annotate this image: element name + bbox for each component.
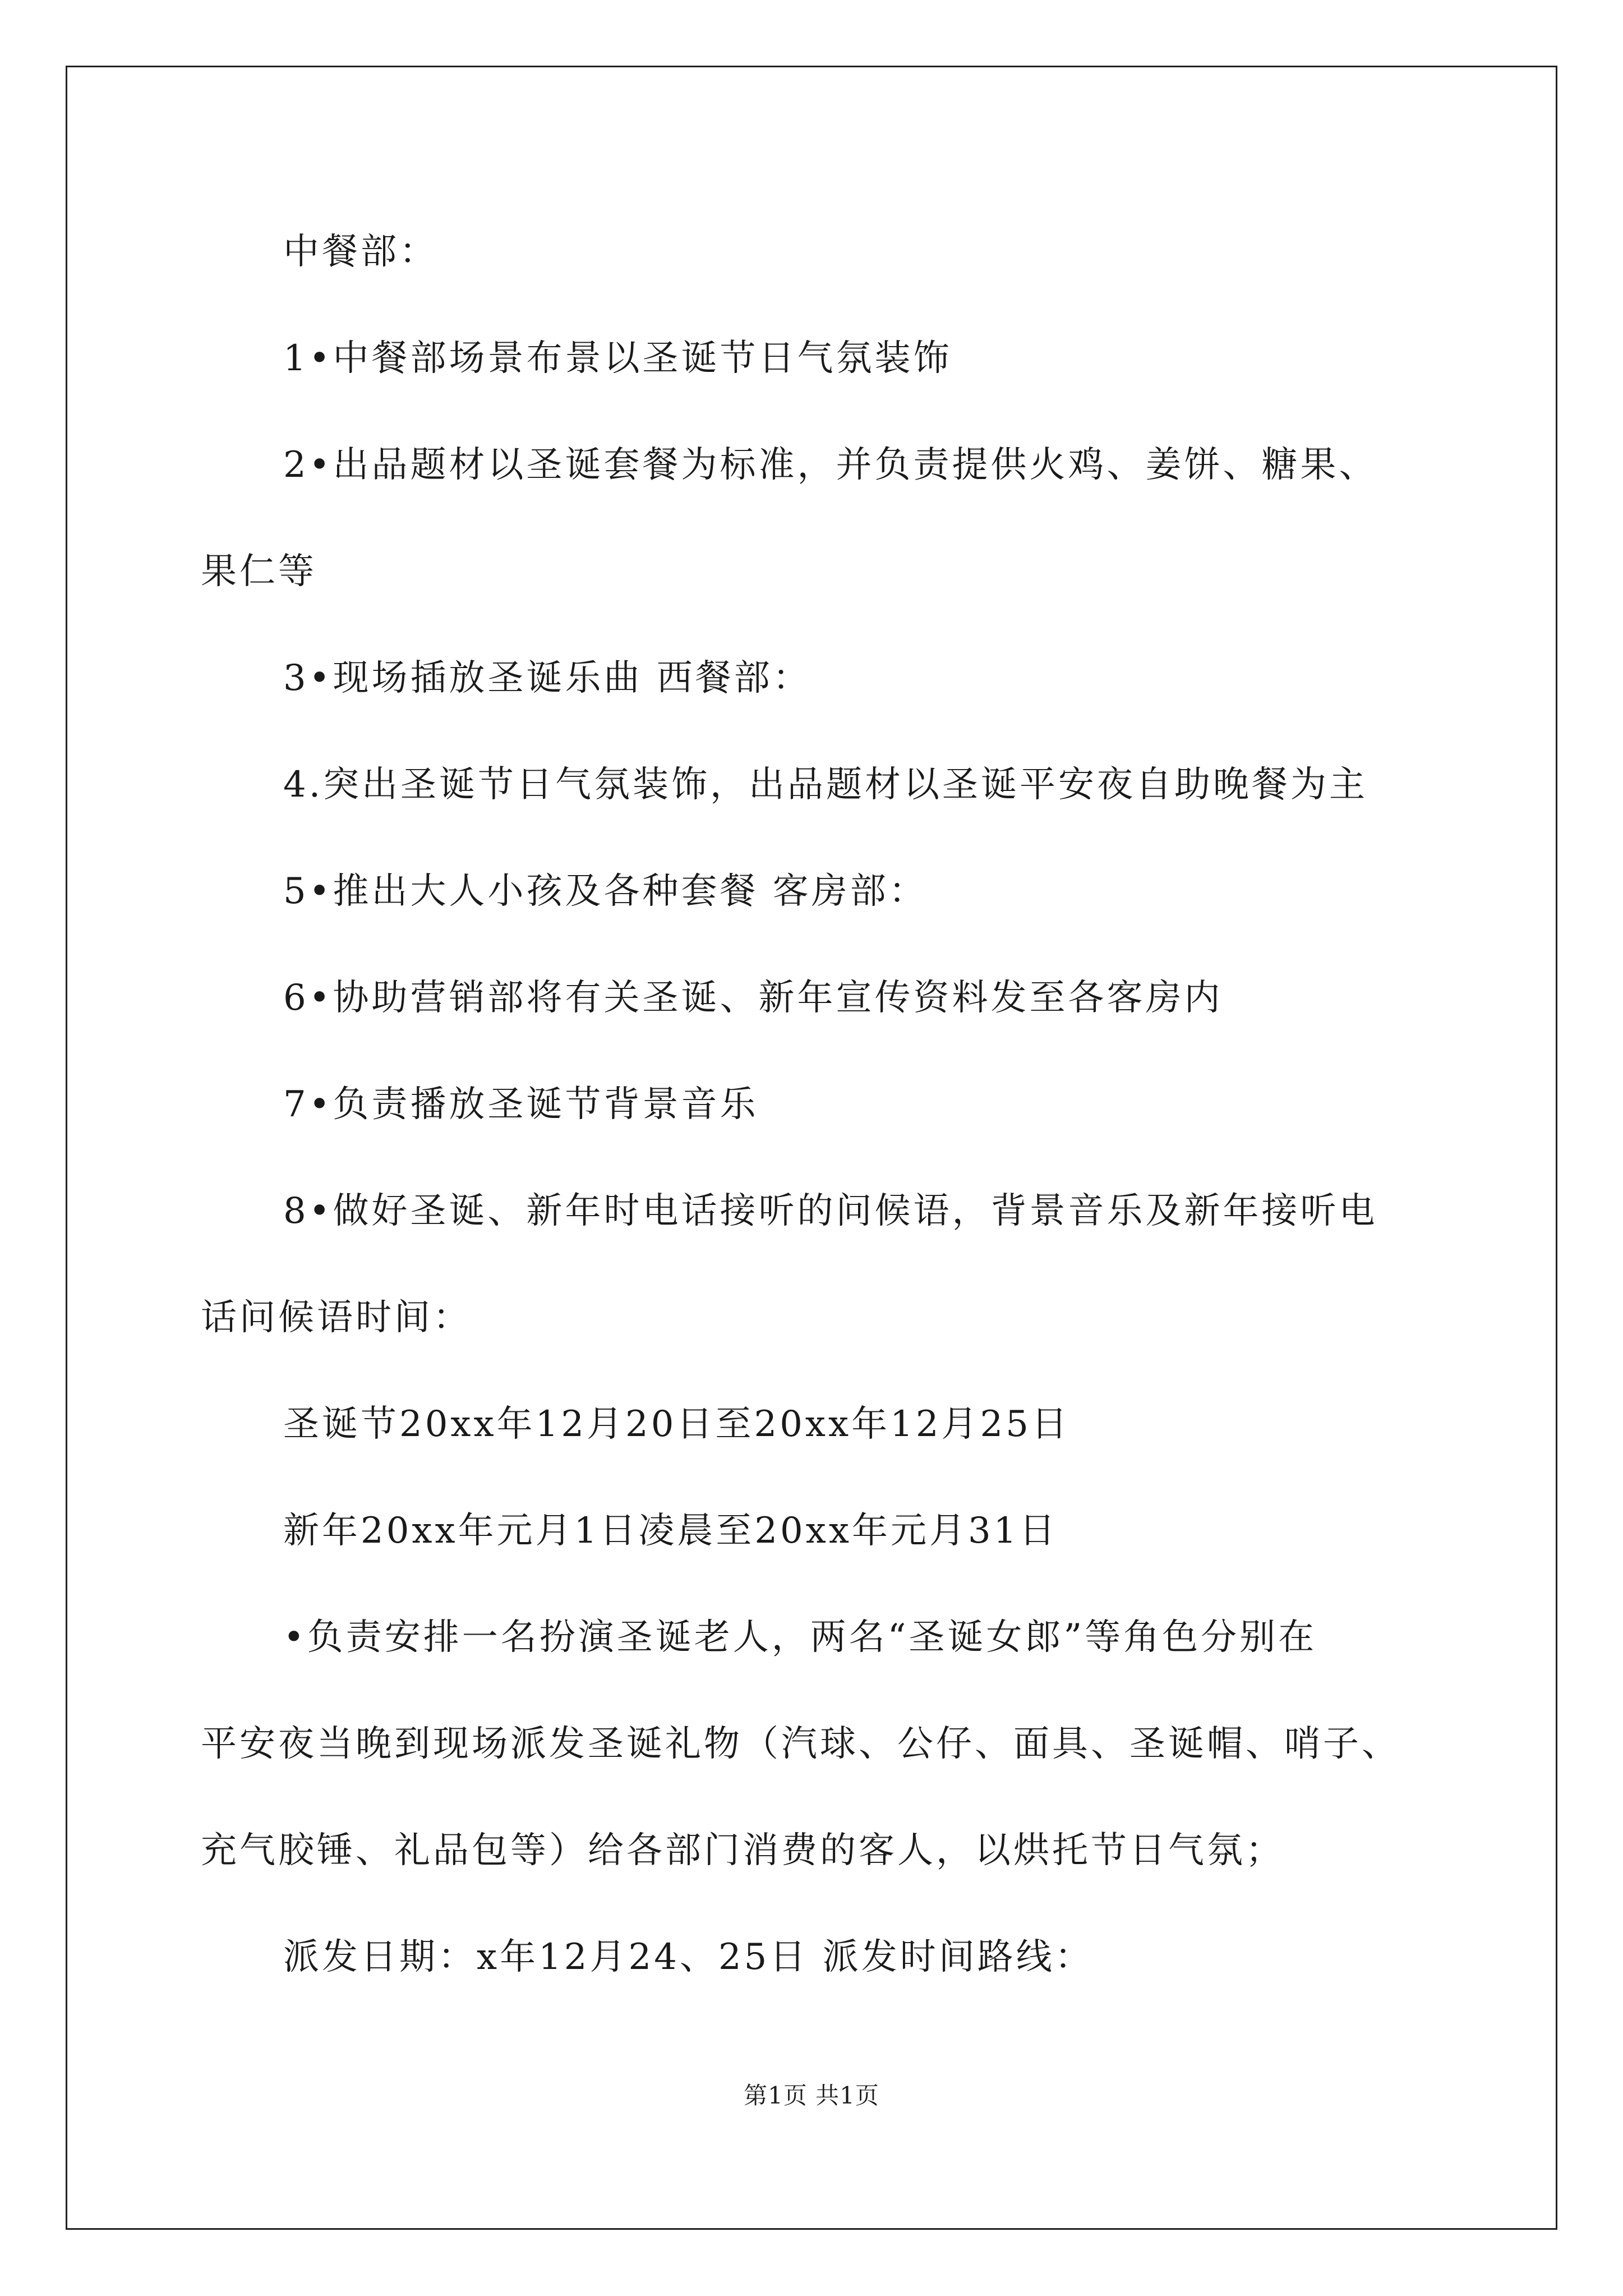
- paragraph-line: 圣诞节20xx年12月20日至20xx年12月25日: [283, 1404, 1070, 1445]
- paragraph-line: 4.突出圣诞节日气氛装饰，出品题材以圣诞平安夜自助晚餐为主: [283, 764, 1368, 806]
- paragraph-line: 1•中餐部场景布景以圣诞节日气氛装饰: [283, 338, 952, 379]
- paragraph-line: 话问候语时间：: [201, 1297, 472, 1338]
- paragraph-line: 7•负责播放圣诞节背景音乐: [283, 1084, 759, 1125]
- paragraph-line: 新年20xx年元月1日凌晨至20xx年元月31日: [283, 1510, 1058, 1552]
- paragraph-line: 2•出品题材以圣诞套餐为标准，并负责提供火鸡、姜饼、糖果、: [283, 444, 1378, 486]
- page-border: [66, 66, 1557, 2230]
- paragraph-line: 6•协助营销部将有关圣诞、新年宣传资料发至各客房内: [283, 977, 1223, 1019]
- paragraph-line: •负责安排一名扮演圣诞老人，两名“圣诞女郎”等角色分别在: [283, 1617, 1317, 1658]
- paragraph-line: 8•做好圣诞、新年时电话接听的问候语，背景音乐及新年接听电: [283, 1190, 1378, 1232]
- paragraph-line: 平安夜当晚到现场派发圣诞礼物（汽球、公仔、面具、圣诞帽、哨子、: [201, 1723, 1400, 1765]
- paragraph-line: 果仁等: [201, 551, 317, 592]
- page-number-footer: 第1页 共1页: [744, 2082, 879, 2109]
- paragraph-line: 3•现场插放圣诞乐曲 西餐部：: [283, 657, 811, 699]
- paragraph-line: 充气胶锤、礼品包等）给各部门消费的客人，以烘托节日气氛；: [201, 1830, 1284, 1871]
- section-heading-chinese-restaurant: 中餐部：: [283, 231, 438, 273]
- paragraph-line: 5•推出大人小孩及各种套餐 客房部：: [283, 871, 928, 912]
- paragraph-line: 派发日期：x年12月24、25日 派发时间路线：: [283, 1936, 1094, 1978]
